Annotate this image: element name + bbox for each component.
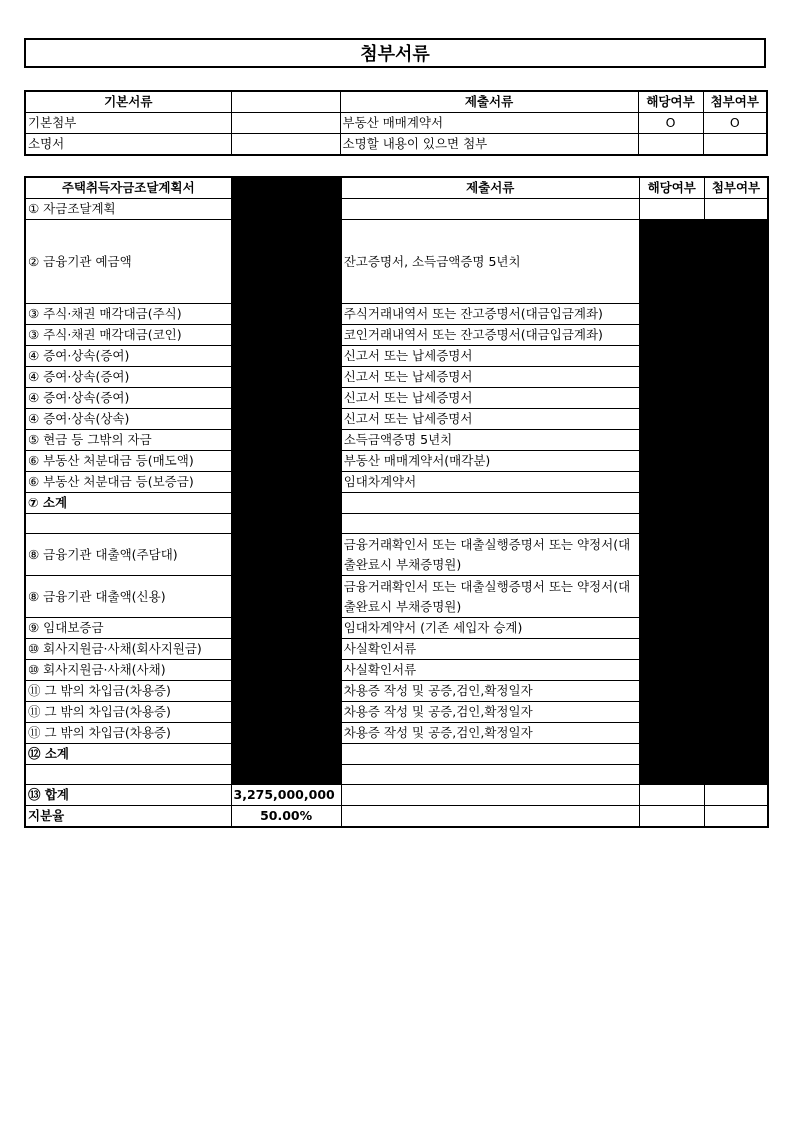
row-doc: 부동산 매매계약서(매각분) [341,451,639,472]
row-name: ⑥ 부동산 처분대금 등(보증금) [25,472,231,493]
header-blank [231,91,340,113]
row-name [25,765,231,785]
table-row [25,134,767,156]
row-doc: 신고서 또는 납세증명서 [341,388,639,409]
share-doc [341,806,639,828]
share-attached [704,806,768,828]
row-name: ① 자금조달계획 [25,199,231,220]
row-doc [341,514,639,534]
row-doc: 주식거래내역서 또는 잔고증명서(대금입금계좌) [341,304,639,325]
row-blank [231,134,340,156]
row-doc: 신고서 또는 납세증명서 [341,409,639,430]
row-name: ④ 증여·상속(증여) [25,346,231,367]
row-doc: 사실확인서류 [341,639,639,660]
funding-plan-table [24,176,769,828]
row-doc: 부동산 매매계약서 [340,113,638,134]
row-doc: 차용증 작성 및 공증,검인,확정일자 [341,702,639,723]
row-name: ⑫ 소계 [25,744,231,765]
share-label: 지분율 [25,806,231,828]
row-name: 기본첨부 [25,113,231,134]
header-attached: 첨부여부 [703,91,767,113]
row-name: ⑪ 그 밖의 차입금(차용증) [25,681,231,702]
table-row [25,113,767,134]
redacted-status-block [639,220,768,785]
row-attached: O [703,113,767,134]
row-applicable [638,134,703,156]
page-title: 첨부서류 [24,38,766,68]
row-name: ⑥ 부동산 처분대금 등(매도액) [25,451,231,472]
header-applicable: 해당여부 [638,91,703,113]
table-row [25,199,768,220]
row-name [25,514,231,534]
share-amount: 50.00% [231,806,341,828]
row-name: ④ 증여·상속(상속) [25,409,231,430]
row-doc: 신고서 또는 납세증명서 [341,346,639,367]
basic-documents-table [24,90,768,156]
row-name: ⑪ 그 밖의 차입금(차용증) [25,723,231,744]
total-label: ⑬ 합계 [25,785,231,806]
row-name: ③ 주식·채권 매각대금(주식) [25,304,231,325]
row-doc: 잔고증명서, 소득금액증명 5년치 [341,220,639,304]
row-name: ⑧ 금융기관 대출액(신용) [25,576,231,618]
table-header-row [25,91,767,113]
header-attached: 첨부여부 [704,177,768,199]
row-name: ⑪ 그 밖의 차입금(차용증) [25,702,231,723]
share-row [25,806,768,828]
header-basic-docs: 기본서류 [25,91,231,113]
row-name: ③ 주식·채권 매각대금(코인) [25,325,231,346]
row-attached [703,134,767,156]
row-doc: 코인거래내역서 또는 잔고증명서(대금입금계좌) [341,325,639,346]
row-name: ⑩ 회사지원금·사채(사채) [25,660,231,681]
total-row [25,785,768,806]
row-doc [341,744,639,765]
row-name: ④ 증여·상속(증여) [25,388,231,409]
row-doc [341,199,639,220]
total-doc [341,785,639,806]
row-name: ② 금융기관 예금액 [25,220,231,304]
share-applicable [639,806,704,828]
row-name: ⑩ 회사지원금·사채(회사지원금) [25,639,231,660]
total-applicable [639,785,704,806]
row-doc: 소득금액증명 5년치 [341,430,639,451]
header-submit-docs: 제출서류 [340,91,638,113]
row-doc: 차용증 작성 및 공증,검인,확정일자 [341,723,639,744]
row-doc: 신고서 또는 납세증명서 [341,367,639,388]
row-name: ⑨ 임대보증금 [25,618,231,639]
row-doc: 사실확인서류 [341,660,639,681]
row-attached [704,199,768,220]
redacted-amount-column [231,177,341,785]
row-doc: 소명할 내용이 있으면 첨부 [340,134,638,156]
header-submit-docs: 제출서류 [341,177,639,199]
row-doc: 차용증 작성 및 공증,검인,확정일자 [341,681,639,702]
row-name: ⑧ 금융기관 대출액(주담대) [25,534,231,576]
header-plan: 주택취득자금조달계획서 [25,177,231,199]
row-name: 소명서 [25,134,231,156]
row-applicable: O [638,113,703,134]
row-name: ⑦ 소계 [25,493,231,514]
row-blank [231,113,340,134]
row-name: ⑤ 현금 등 그밖의 자금 [25,430,231,451]
table-header-row [25,177,768,199]
row-applicable [639,199,704,220]
row-doc: 임대차계약서 (기존 세입자 승계) [341,618,639,639]
row-doc: 금융거래확인서 또는 대출실행증명서 또는 약정서(대출완료시 부채증명원) [341,534,639,576]
total-attached [704,785,768,806]
row-name: ④ 증여·상속(증여) [25,367,231,388]
table-row [25,220,768,304]
row-doc: 금융거래확인서 또는 대출실행증명서 또는 약정서(대출완료시 부채증명원) [341,576,639,618]
row-doc [341,493,639,514]
row-doc [341,765,639,785]
total-amount: 3,275,000,000 [231,785,341,806]
header-applicable: 해당여부 [639,177,704,199]
row-doc: 임대차계약서 [341,472,639,493]
